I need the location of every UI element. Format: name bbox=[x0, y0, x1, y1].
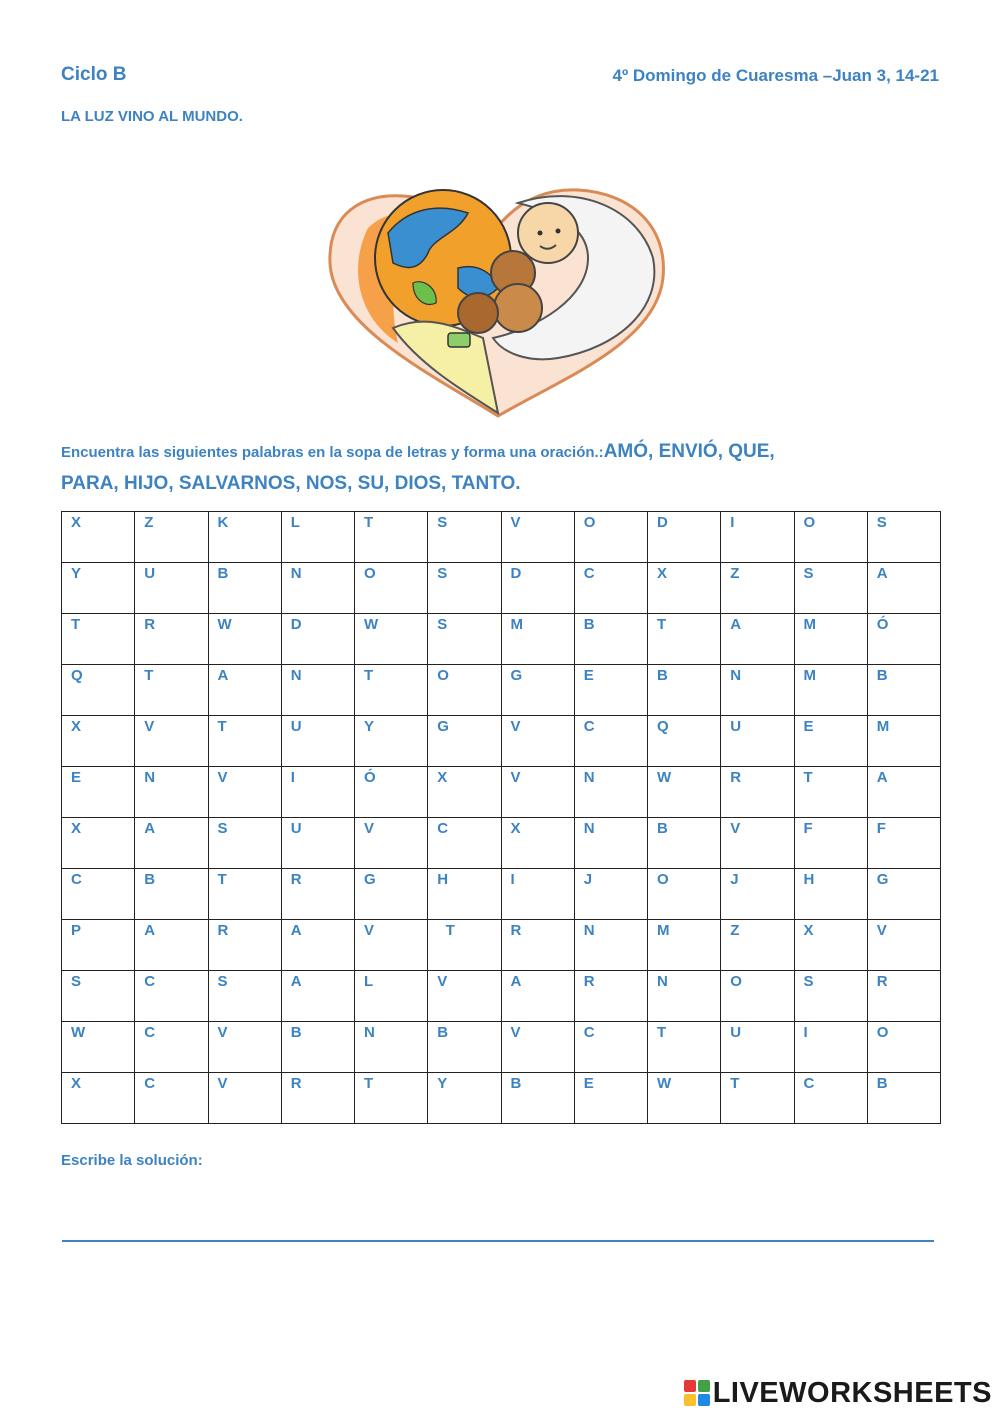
grid-cell[interactable]: Z bbox=[135, 512, 208, 563]
grid-cell[interactable]: A bbox=[867, 563, 940, 614]
grid-cell[interactable]: X bbox=[62, 716, 135, 767]
grid-cell[interactable]: U bbox=[721, 1022, 794, 1073]
grid-cell[interactable]: Ó bbox=[867, 614, 940, 665]
grid-cell[interactable]: H bbox=[428, 869, 501, 920]
grid-cell[interactable]: X bbox=[428, 767, 501, 818]
grid-cell[interactable]: T bbox=[794, 767, 867, 818]
grid-row bbox=[62, 1022, 941, 1073]
grid-cell[interactable]: T bbox=[355, 1073, 428, 1124]
grid-cell[interactable]: U bbox=[135, 563, 208, 614]
grid-cell[interactable]: S bbox=[794, 971, 867, 1022]
grid-cell[interactable]: P bbox=[62, 920, 135, 971]
grid-cell[interactable]: W bbox=[62, 1022, 135, 1073]
grid-cell[interactable]: N bbox=[135, 767, 208, 818]
grid-cell[interactable]: W bbox=[648, 1073, 721, 1124]
grid-cell[interactable]: V bbox=[135, 716, 208, 767]
grid-cell[interactable]: N bbox=[574, 767, 647, 818]
grid-cell[interactable]: L bbox=[355, 971, 428, 1022]
grid-row bbox=[62, 869, 941, 920]
worksheet-subtitle: LA LUZ VINO AL MUNDO. bbox=[61, 108, 243, 125]
grid-cell[interactable]: V bbox=[428, 971, 501, 1022]
grid-cell[interactable]: Y bbox=[428, 1073, 501, 1124]
grid-cell[interactable]: B bbox=[867, 1073, 940, 1124]
grid-cell[interactable]: V bbox=[501, 1022, 574, 1073]
grid-cell[interactable]: M bbox=[794, 614, 867, 665]
grid-cell[interactable]: T bbox=[208, 869, 281, 920]
grid-cell[interactable]: A bbox=[867, 767, 940, 818]
word-list-line-2: PARA, HIJO, SALVARNOS, NOS, SU, DIOS, TANTO. bbox=[61, 473, 521, 494]
grid-cell[interactable]: N bbox=[574, 818, 647, 869]
grid-cell[interactable]: M bbox=[867, 716, 940, 767]
grid-row bbox=[62, 767, 941, 818]
grid-cell[interactable]: B bbox=[135, 869, 208, 920]
instructions-text: Encuentra las siguientes palabras en la sopa de letras y forma una oración.: bbox=[61, 444, 604, 461]
grid-cell[interactable]: U bbox=[281, 818, 354, 869]
grid-row bbox=[62, 971, 941, 1022]
grid-cell[interactable]: X bbox=[648, 563, 721, 614]
grid-cell[interactable]: O bbox=[721, 971, 794, 1022]
grid-cell[interactable]: A bbox=[135, 920, 208, 971]
grid-cell[interactable]: R bbox=[281, 869, 354, 920]
grid-cell[interactable]: F bbox=[794, 818, 867, 869]
grid-cell[interactable]: X bbox=[62, 1073, 135, 1124]
grid-cell[interactable]: A bbox=[501, 971, 574, 1022]
grid-cell[interactable]: B bbox=[648, 818, 721, 869]
grid-row bbox=[62, 665, 941, 716]
grid-cell[interactable]: R bbox=[574, 971, 647, 1022]
grid-cell[interactable]: M bbox=[501, 614, 574, 665]
grid-cell[interactable]: C bbox=[574, 1022, 647, 1073]
grid-cell[interactable]: X bbox=[501, 818, 574, 869]
grid-cell[interactable]: B bbox=[208, 563, 281, 614]
grid-cell[interactable]: N bbox=[648, 971, 721, 1022]
grid-cell[interactable]: A bbox=[721, 614, 794, 665]
grid-cell[interactable]: V bbox=[355, 920, 428, 971]
grid-cell[interactable]: W bbox=[648, 767, 721, 818]
grid-cell[interactable]: C bbox=[135, 1022, 208, 1073]
grid-cell[interactable]: B bbox=[501, 1073, 574, 1124]
grid-cell[interactable]: S bbox=[62, 971, 135, 1022]
heart-world-family-illustration bbox=[318, 178, 680, 423]
grid-cell[interactable]: I bbox=[281, 767, 354, 818]
grid-cell[interactable]: X bbox=[794, 920, 867, 971]
liveworksheets-branding bbox=[684, 1376, 992, 1410]
grid-cell[interactable]: Q bbox=[62, 665, 135, 716]
grid-cell[interactable]: E bbox=[574, 665, 647, 716]
liveworksheets-wordmark: LIVEWORKSHEETS bbox=[712, 1376, 992, 1409]
grid-cell[interactable]: V bbox=[208, 1022, 281, 1073]
grid-cell[interactable]: S bbox=[867, 512, 940, 563]
grid-cell[interactable]: E bbox=[574, 1073, 647, 1124]
grid-cell[interactable]: A bbox=[281, 920, 354, 971]
grid-cell[interactable]: C bbox=[428, 818, 501, 869]
grid-cell[interactable]: R bbox=[281, 1073, 354, 1124]
grid-cell[interactable]: Ó bbox=[355, 767, 428, 818]
grid-row bbox=[62, 716, 941, 767]
grid-cell[interactable]: V bbox=[501, 512, 574, 563]
grid-cell[interactable]: S bbox=[428, 512, 501, 563]
grid-cell[interactable]: C bbox=[574, 716, 647, 767]
grid-cell[interactable]: A bbox=[281, 971, 354, 1022]
grid-cell[interactable]: D bbox=[281, 614, 354, 665]
grid-cell[interactable]: C bbox=[135, 1073, 208, 1124]
grid-cell[interactable]: B bbox=[648, 665, 721, 716]
grid-cell[interactable]: N bbox=[574, 920, 647, 971]
word-search-grid bbox=[61, 511, 941, 1124]
grid-cell[interactable]: V bbox=[208, 767, 281, 818]
grid-cell[interactable]: T bbox=[721, 1073, 794, 1124]
solution-answer-line[interactable] bbox=[62, 1240, 934, 1242]
grid-row bbox=[62, 563, 941, 614]
grid-cell[interactable]: A bbox=[135, 818, 208, 869]
grid-cell[interactable]: B bbox=[867, 665, 940, 716]
grid-cell[interactable]: T bbox=[648, 614, 721, 665]
grid-cell[interactable]: L bbox=[281, 512, 354, 563]
grid-cell[interactable]: O bbox=[428, 665, 501, 716]
grid-cell[interactable]: C bbox=[794, 1073, 867, 1124]
grid-cell[interactable]: A bbox=[208, 665, 281, 716]
grid-cell[interactable]: S bbox=[794, 563, 867, 614]
grid-cell[interactable]: R bbox=[208, 920, 281, 971]
grid-cell[interactable]: V bbox=[208, 1073, 281, 1124]
grid-cell[interactable]: Z bbox=[721, 920, 794, 971]
grid-cell[interactable]: C bbox=[62, 869, 135, 920]
grid-row bbox=[62, 818, 941, 869]
grid-cell[interactable]: R bbox=[721, 767, 794, 818]
grid-cell[interactable]: V bbox=[501, 767, 574, 818]
grid-cell[interactable]: S bbox=[208, 818, 281, 869]
grid-cell[interactable]: Q bbox=[648, 716, 721, 767]
grid-cell[interactable]: E bbox=[62, 767, 135, 818]
grid-row bbox=[62, 1073, 941, 1124]
grid-cell[interactable]: X bbox=[62, 818, 135, 869]
grid-cell[interactable]: T bbox=[62, 614, 135, 665]
grid-cell[interactable]: V bbox=[501, 716, 574, 767]
grid-cell[interactable]: B bbox=[281, 1022, 354, 1073]
grid-cell[interactable]: T bbox=[428, 920, 501, 971]
grid-cell[interactable]: I bbox=[721, 512, 794, 563]
grid-cell[interactable]: R bbox=[867, 971, 940, 1022]
grid-cell[interactable]: J bbox=[574, 869, 647, 920]
grid-cell[interactable]: F bbox=[867, 818, 940, 869]
grid-cell[interactable]: N bbox=[721, 665, 794, 716]
grid-cell[interactable]: W bbox=[208, 614, 281, 665]
grid-cell[interactable]: Z bbox=[721, 563, 794, 614]
grid-cell[interactable]: R bbox=[135, 614, 208, 665]
grid-cell[interactable]: O bbox=[794, 512, 867, 563]
grid-row bbox=[62, 614, 941, 665]
grid-row bbox=[62, 920, 941, 971]
grid-cell[interactable]: S bbox=[208, 971, 281, 1022]
instructions bbox=[61, 436, 941, 500]
grid-cell[interactable]: M bbox=[648, 920, 721, 971]
cycle-label: Ciclo B bbox=[61, 64, 127, 85]
grid-cell[interactable]: G bbox=[428, 716, 501, 767]
grid-cell[interactable]: N bbox=[281, 665, 354, 716]
grid-cell[interactable]: G bbox=[355, 869, 428, 920]
word-list-line-1: AMÓ, ENVIÓ, QUE, bbox=[603, 441, 775, 462]
solution-label: Escribe la solución: bbox=[61, 1152, 203, 1169]
grid-cell[interactable]: T bbox=[135, 665, 208, 716]
grid-cell[interactable]: N bbox=[281, 563, 354, 614]
grid-cell[interactable]: T bbox=[355, 512, 428, 563]
grid-cell[interactable]: S bbox=[428, 614, 501, 665]
grid-cell[interactable]: V bbox=[721, 818, 794, 869]
grid-cell[interactable]: Y bbox=[62, 563, 135, 614]
grid-cell[interactable]: O bbox=[574, 512, 647, 563]
grid-cell[interactable]: O bbox=[355, 563, 428, 614]
grid-cell[interactable]: B bbox=[574, 614, 647, 665]
grid-cell[interactable]: H bbox=[794, 869, 867, 920]
grid-cell[interactable]: G bbox=[501, 665, 574, 716]
grid-cell[interactable]: V bbox=[355, 818, 428, 869]
grid-cell[interactable]: M bbox=[794, 665, 867, 716]
grid-cell[interactable]: D bbox=[501, 563, 574, 614]
grid-cell[interactable]: B bbox=[428, 1022, 501, 1073]
grid-cell[interactable]: K bbox=[208, 512, 281, 563]
grid-cell[interactable]: C bbox=[135, 971, 208, 1022]
liveworksheets-logo-icon bbox=[684, 1380, 710, 1406]
grid-cell[interactable]: I bbox=[501, 869, 574, 920]
grid-cell[interactable]: T bbox=[208, 716, 281, 767]
grid-cell[interactable]: T bbox=[355, 665, 428, 716]
grid-cell[interactable]: U bbox=[281, 716, 354, 767]
grid-cell[interactable]: R bbox=[501, 920, 574, 971]
grid-cell[interactable]: D bbox=[648, 512, 721, 563]
grid-cell[interactable]: G bbox=[867, 869, 940, 920]
grid-cell[interactable]: C bbox=[574, 563, 647, 614]
grid-cell[interactable]: O bbox=[648, 869, 721, 920]
liturgical-reference: 4º Domingo de Cuaresma –Juan 3, 14-21 bbox=[612, 66, 939, 85]
grid-cell[interactable]: X bbox=[62, 512, 135, 563]
grid-row bbox=[62, 512, 941, 563]
grid-cell[interactable]: S bbox=[428, 563, 501, 614]
grid-cell[interactable]: Y bbox=[355, 716, 428, 767]
grid-cell[interactable]: W bbox=[355, 614, 428, 665]
grid-cell[interactable]: T bbox=[648, 1022, 721, 1073]
grid-cell[interactable]: V bbox=[867, 920, 940, 971]
grid-cell[interactable]: I bbox=[794, 1022, 867, 1073]
grid-cell[interactable]: N bbox=[355, 1022, 428, 1073]
grid-cell[interactable]: J bbox=[721, 869, 794, 920]
grid-cell[interactable]: O bbox=[867, 1022, 940, 1073]
grid-cell[interactable]: U bbox=[721, 716, 794, 767]
grid-cell[interactable]: E bbox=[794, 716, 867, 767]
